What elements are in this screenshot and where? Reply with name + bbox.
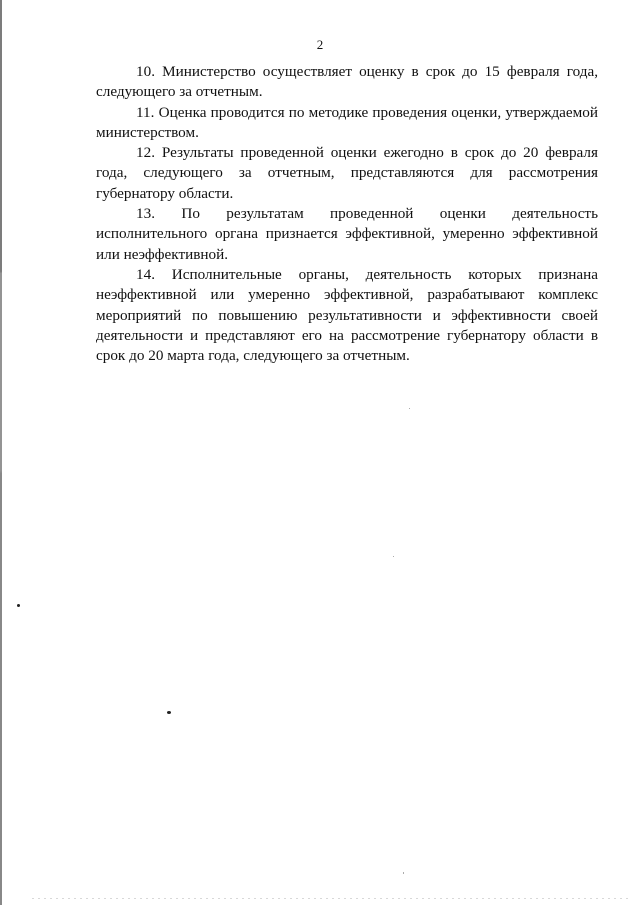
- scan-speck: [409, 408, 410, 409]
- page-number: 2: [316, 37, 324, 52]
- paragraph-14: 14. Исполнительные органы, деятельность которых признана неэффективной или умеренно эффективной, разрабатывают комплекс мероприятий по повышению результативности и эффективности своей деятельности и представляют его на рассмотрение губернатору области в срок до 20 марта года, следующего за отчетным.: [96, 265, 598, 365]
- paragraph-11: 11. Оценка проводится по методике проведения оценки, утверждаемой министерством.: [96, 103, 598, 141]
- paragraph-13: 13. По результатам проведенной оценки деятельность исполнительного органа признается эффективной, умеренно эффективной или неэффективной.: [96, 205, 598, 263]
- scan-speck: [167, 711, 171, 714]
- scan-speck: [17, 604, 20, 607]
- paragraph-12: 12. Результаты проведенной оценки ежегодно в срок до 20 февраля года, следующего за отчетным, представляются для рассмотрения губернатору области.: [96, 144, 598, 202]
- scan-speck: [403, 872, 404, 874]
- paragraph-10: 10. Министерство осуществляет оценку в срок до 15 февраля года, следующего за отчетным.: [96, 63, 598, 101]
- document-body: [96, 62, 598, 366]
- scan-speck: [393, 556, 394, 557]
- scan-bottom-edge: [30, 898, 630, 899]
- scan-edge-shadow: [0, 0, 2, 905]
